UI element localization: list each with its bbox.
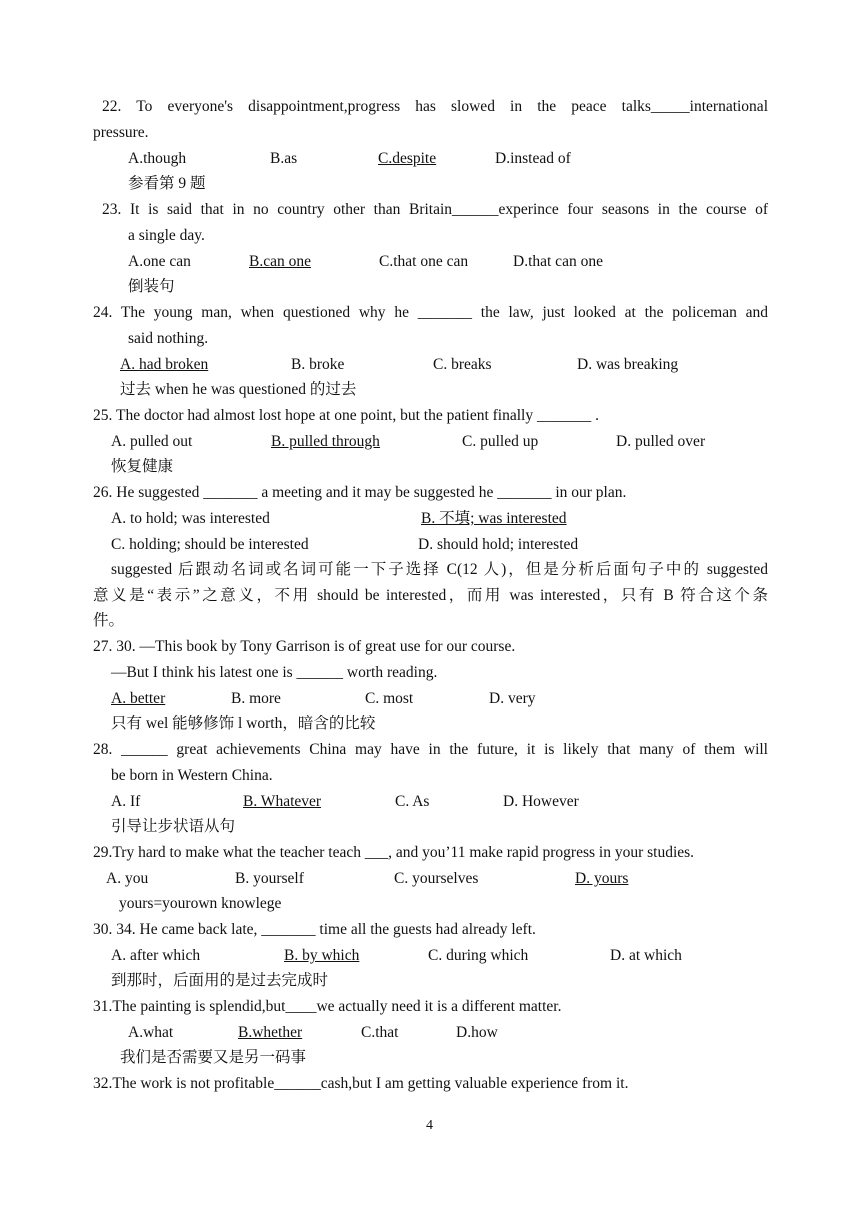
q28-option-a: A. If: [111, 793, 141, 810]
q23-stem-line-2: a single day.: [128, 227, 205, 244]
q25-option-d: D. pulled over: [616, 433, 706, 450]
q28-note: 引导让步状语从句: [111, 818, 236, 835]
q30-note: 到那时，后面用的是过去完成时: [111, 972, 329, 989]
q24-option-a-answer: A. had broken: [120, 356, 209, 373]
q26-option-b-answer: B. 不填; was interested: [421, 510, 567, 527]
q23-option-c: C.that one can: [379, 253, 469, 270]
q27-option-a-answer: A. better: [111, 690, 166, 707]
q25-option-b-answer: B. pulled through: [271, 433, 380, 450]
q23-stem-line-1: 23. It is said that in no country other than Britain______experince four seasons in the course of: [102, 201, 768, 218]
q31-option-a: A.what: [128, 1024, 174, 1041]
q27-stem-line-2: —But I think his latest one is ______ worth reading.: [111, 664, 438, 681]
q22-stem-line-1: 22. To everyone's disappointment,progress has slowed in the peace talks_____international: [102, 98, 768, 115]
q29-option-a: A. you: [106, 870, 149, 887]
q24-stem-line-2: said nothing.: [128, 330, 209, 347]
q30-option-c: C. during which: [428, 947, 529, 964]
q29-stem-line-1: 29.Try hard to make what the teacher teach ___, and you’11 make rapid progress in your studies.: [93, 844, 695, 861]
q32-stem-line-1: 32.The work is not profitable______cash,but I am getting valuable experience from it.: [93, 1075, 629, 1092]
q30-option-b-answer: B. by which: [284, 947, 360, 964]
q31-option-b-answer: B.whether: [238, 1024, 303, 1041]
q24-note: 过去 when he was questioned 的过去: [120, 381, 357, 398]
q23-option-b-answer: B.can one: [249, 253, 311, 270]
q30-option-d: D. at which: [610, 947, 682, 964]
q29-option-d-answer: D. yours: [575, 870, 629, 887]
q31-option-d: D.how: [456, 1024, 498, 1041]
q31-stem-line-1: 31.The painting is splendid,but____we actually need it is a different matter.: [93, 998, 562, 1015]
q27-option-b: B. more: [231, 690, 281, 707]
q23-option-d: D.that can one: [513, 253, 603, 270]
q29-note: yours=yourown knowlege: [119, 895, 282, 912]
q29-option-b: B. yourself: [235, 870, 304, 887]
q26-note-line-2: 意义是“表示”之意义，不用 should be interested，而用 was interested，只有 B 符合这个条: [93, 587, 768, 604]
q22-option-a: A.though: [128, 150, 187, 167]
q26-option-a: A. to hold; was interested: [111, 510, 270, 527]
q26-note-line-1: suggested 后跟动名词或名词可能一下子选择 C(12 人)，但是分析后面句子中的 suggested: [111, 561, 768, 578]
q25-option-c: C. pulled up: [462, 433, 539, 450]
q28-option-b-answer: B. Whatever: [243, 793, 322, 810]
q26-option-d: D. should hold; interested: [418, 536, 579, 553]
q29-option-c: C. yourselves: [394, 870, 479, 887]
q30-stem-line-1: 30. 34. He came back late, _______ time all the guests had already left.: [93, 921, 536, 938]
q30-option-a: A. after which: [111, 947, 201, 964]
q24-stem-line-1: 24. The young man, when questioned why he _______ the law, just looked at the policeman and: [93, 304, 768, 321]
q26-option-c: C. holding; should be interested: [111, 536, 309, 553]
q25-note: 恢复健康: [111, 458, 174, 475]
q28-option-d: D. However: [503, 793, 579, 810]
q22-note: 参看第 9 题: [128, 175, 206, 192]
q26-stem-line-1: 26. He suggested _______ a meeting and it may be suggested he _______ in our plan.: [93, 484, 627, 501]
q23-option-a: A.one can: [128, 253, 191, 270]
q31-option-c: C.that: [361, 1024, 399, 1041]
q22-option-b: B.as: [270, 150, 298, 167]
q27-stem-line-1: 27. 30. —This book by Tony Garrison is of great use for our course.: [93, 638, 516, 655]
q25-stem-line-1: 25. The doctor had almost lost hope at one point, but the patient finally _______ .: [93, 407, 599, 424]
page-number: 4: [426, 1118, 433, 1133]
q25-option-a: A. pulled out: [111, 433, 193, 450]
q31-note: 我们是否需要又是另一码事: [120, 1049, 307, 1066]
q22-stem-line-2: pressure.: [93, 124, 149, 141]
q28-stem-line-1: 28. ______ great achievements China may have in the future, it is likely that many of them will: [93, 741, 768, 758]
q26-note-line-3: 件。: [93, 612, 125, 629]
q27-option-c: C. most: [365, 690, 414, 707]
q28-stem-line-2: be born in Western China.: [111, 767, 273, 784]
q24-option-c: C. breaks: [433, 356, 492, 373]
q27-option-d: D. very: [489, 690, 536, 707]
q23-note: 倒装句: [128, 278, 175, 295]
q24-option-b: B. broke: [291, 356, 345, 373]
q28-option-c: C. As: [395, 793, 430, 810]
q27-note: 只有 wel 能够修饰 l worth，暗含的比较: [111, 715, 376, 732]
q22-option-c-answer: C.despite: [378, 150, 437, 167]
q24-option-d: D. was breaking: [577, 356, 679, 373]
q22-option-d: D.instead of: [495, 150, 571, 167]
